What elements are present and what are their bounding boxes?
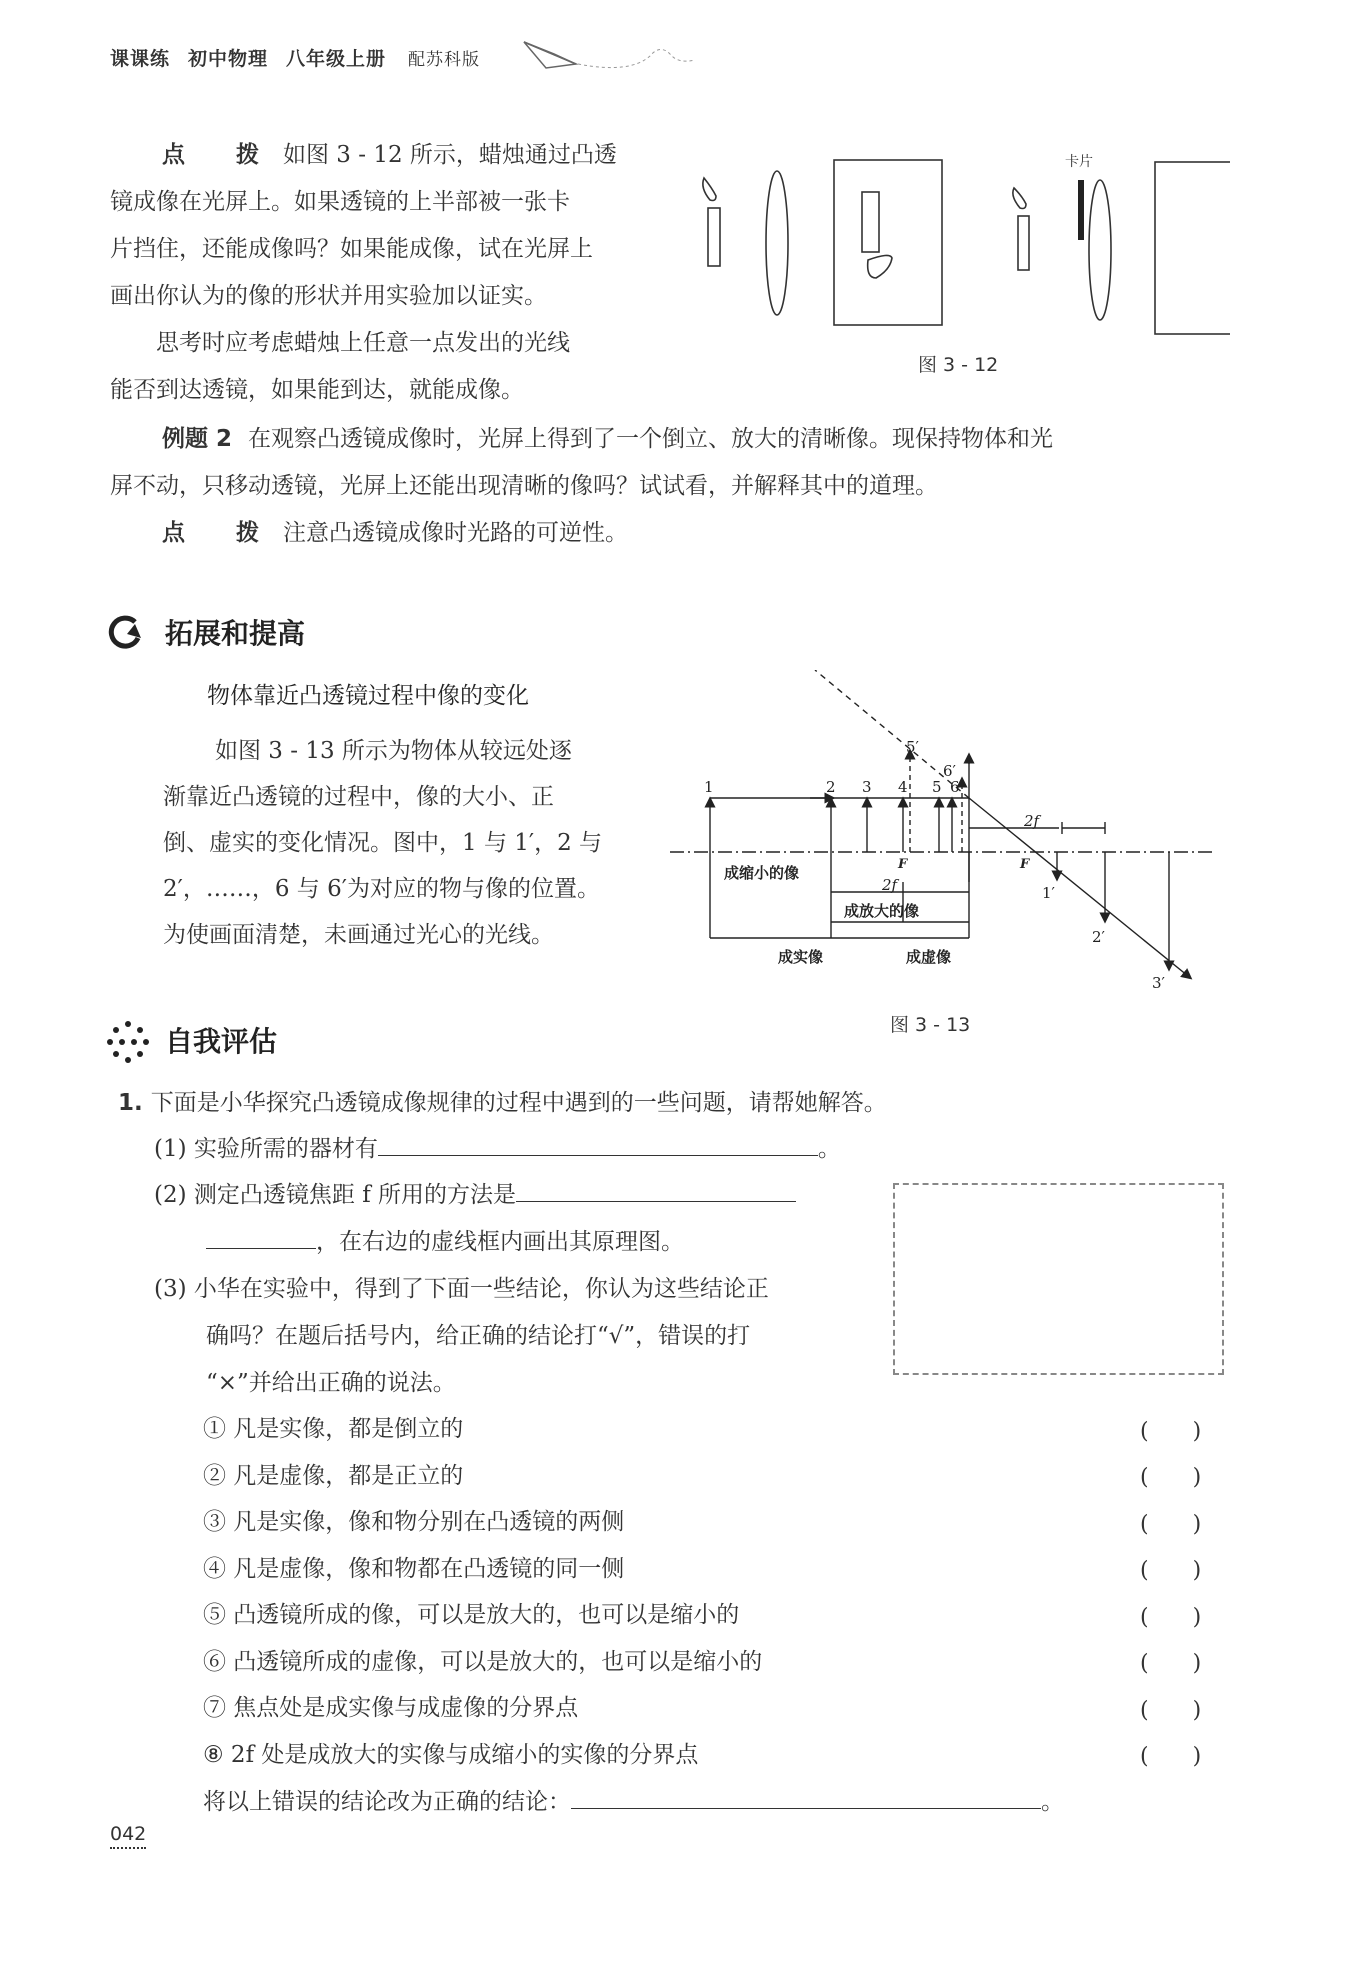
q1-part3-line: “×”并给出正确的说法。 <box>206 1370 456 1396</box>
tip1-line: 如图 3 - 12 所示，蜡烛通过凸透 <box>283 142 617 168</box>
inverted-candle-image <box>862 192 879 252</box>
tip1-block <box>110 132 690 414</box>
extend-text <box>163 728 663 958</box>
extend-line: 如图 3 - 13 所示为物体从较远处逐 <box>215 738 572 764</box>
q1-part2-text: ，在右边的虚线框内画出其原理图。 <box>316 1229 684 1255</box>
q1-part3-line: 确吗？在题后括号内，给正确的结论打“√”，错误的打 <box>206 1323 751 1349</box>
page-header <box>110 44 498 71</box>
section-title-extend: 拓展和提高 <box>165 617 306 650</box>
focus-label: F <box>1020 857 1030 872</box>
convex-lens <box>766 171 788 315</box>
q1-part1-text: (1) 实验所需的器材有 <box>154 1136 378 1162</box>
answer-blank[interactable] <box>378 1129 818 1156</box>
extend-subtitle: 物体靠近凸透镜过程中像的变化 <box>207 683 529 709</box>
answer-blank[interactable] <box>571 1782 1041 1809</box>
statement-item: ⑤ 凸透镜所成的像，可以是放大的，也可以是缩小的 <box>203 1602 740 1628</box>
refracted-ray <box>969 798 1188 976</box>
final-correction-end: 。 <box>1041 1789 1064 1815</box>
card <box>1078 180 1084 240</box>
object-label: 3 <box>862 778 872 796</box>
statement-item: ⑦ 焦点处是成实像与成虚像的分界点 <box>203 1695 579 1721</box>
dots-icon <box>106 1020 150 1064</box>
object-label: 1 <box>704 778 714 796</box>
two-f-label: 2f <box>882 876 898 894</box>
statement-list <box>203 1406 1103 1778</box>
object-label: 6 <box>950 778 960 796</box>
answer-blank[interactable] <box>516 1175 796 1202</box>
image-label: 6′ <box>943 762 956 780</box>
card-label: 卡片 <box>1065 154 1093 170</box>
book-series: 课课练 <box>110 48 171 70</box>
book-subject: 初中物理 <box>188 48 269 70</box>
refresh-arrow-icon <box>105 612 145 652</box>
two-f-label: 2f <box>1024 812 1040 830</box>
figure-3-12 <box>690 140 1230 340</box>
drawing-area-box[interactable] <box>893 1183 1224 1375</box>
virtual-label: 成虚像 <box>906 948 952 966</box>
enlarge-label: 成放大的像 <box>844 902 920 920</box>
q1-stem <box>118 1080 1238 1127</box>
image-label: 5′ <box>906 738 919 756</box>
statement-item: ② 凡是虚像，都是正立的 <box>203 1462 464 1489</box>
q1-part3-line: (3) 小华在实验中，得到了下面一些结论，你认为这些结论正 <box>154 1276 769 1302</box>
answer-parentheses[interactable]: ( ) <box>1140 1512 1202 1537</box>
candle-flame <box>1013 188 1026 209</box>
candle <box>1018 216 1029 270</box>
focus-label: F <box>898 857 908 872</box>
answer-parentheses[interactable]: ( ) <box>1140 1698 1202 1723</box>
object-label: 4 <box>898 778 908 796</box>
q1-part1 <box>154 1126 914 1173</box>
tip1-line: 画出你认为的像的形状并用实验加以证实。 <box>110 283 547 309</box>
extend-line: 为使画面清楚，未画通过光心的光线。 <box>163 922 554 948</box>
real-label: 成实像 <box>778 948 824 966</box>
object-label: 2 <box>826 778 836 796</box>
figure-3-13-caption: 图 3 - 13 <box>890 1014 971 1036</box>
tip1-line: 片挡住，还能成像吗？如果能成像，试在光屏上 <box>110 236 593 262</box>
image-label: 2′ <box>1092 928 1105 946</box>
object-label: 5 <box>932 778 942 796</box>
answer-parentheses[interactable]: ( ) <box>1140 1651 1202 1676</box>
extend-line: 渐靠近凸透镜的过程中，像的大小、正 <box>163 784 554 810</box>
section-title-self: 自我评估 <box>165 1025 278 1058</box>
tip1-line: 镜成像在光屏上。如果透镜的上半部被一张卡 <box>110 189 570 215</box>
example2-label: 例题 2 <box>162 426 233 452</box>
extend-line: 倒、虚实的变化情况。图中，1 与 1′，2 与 <box>163 830 603 856</box>
book-edition: 配苏科版 <box>408 50 481 70</box>
convex-lens <box>1089 180 1111 320</box>
q1-part1-end: 。 <box>817 1136 841 1162</box>
tip1-label: 点 拨 <box>162 142 273 168</box>
image-label: 3′ <box>1152 974 1165 992</box>
q1-part2 <box>154 1172 894 1266</box>
answer-parentheses[interactable]: ( ) <box>1140 1558 1202 1583</box>
answer-parentheses[interactable]: ( ) <box>1140 1605 1202 1630</box>
tip1-line: 能否到达透镜，如果能到达，就能成像。 <box>110 377 524 403</box>
figure-3-12-caption: 图 3 - 12 <box>918 354 999 376</box>
image-label: 1′ <box>1042 884 1055 902</box>
example2-line: 屏不动，只移动透镜，光屏上还能出现清晰的像吗？试试看，并解释其中的道理。 <box>110 473 938 499</box>
q1-number: 1. <box>118 1090 143 1116</box>
q1-stem-text: 下面是小华探究凸透镜成像规律的过程中遇到的一些问题，请帮她解答。 <box>150 1090 887 1116</box>
answer-blank[interactable] <box>206 1222 316 1249</box>
statement-item: ⑥ 凸透镜所成的虚像，可以是放大的，也可以是缩小的 <box>203 1648 763 1675</box>
light-screen <box>834 160 942 325</box>
answer-parentheses[interactable]: ( ) <box>1140 1419 1202 1444</box>
extend-line: 2′，……，6 与 6′为对应的物与像的位置。 <box>163 876 600 902</box>
inverted-flame-image <box>868 255 892 278</box>
q1-part3 <box>154 1266 894 1407</box>
example2-block <box>110 416 1240 557</box>
final-correction-text: 将以上错误的结论改为正确的结论： <box>203 1789 571 1815</box>
final-correction <box>203 1779 1203 1826</box>
answer-parentheses[interactable]: ( ) <box>1140 1744 1202 1769</box>
statement-item: ④ 凡是虚像，像和物都在凸透镜的同一侧 <box>203 1555 625 1582</box>
q1-part2-text: (2) 测定凸透镜焦距 f 所用的方法是 <box>154 1182 517 1208</box>
paper-plane-icon <box>520 34 700 80</box>
candle-flame <box>703 178 716 201</box>
tip2-label: 点 拨 <box>162 520 273 546</box>
book-grade: 八年级上册 <box>286 48 387 70</box>
shrink-label: 成缩小的像 <box>724 864 800 882</box>
statement-item: ③ 凡是实像，像和物分别在凸透镜的两侧 <box>203 1509 625 1535</box>
tip1-line: 思考时应考虑蜡烛上任意一点发出的光线 <box>110 330 570 356</box>
candle <box>708 208 720 266</box>
figure-3-13 <box>660 670 1230 1010</box>
light-screen <box>1155 162 1230 334</box>
statement-item: ⑧ 2f 处是成放大的实像与成缩小的实像的分界点 <box>203 1741 699 1768</box>
answer-parentheses[interactable]: ( ) <box>1140 1465 1202 1490</box>
statement-item: ① 凡是实像，都是倒立的 <box>203 1416 464 1442</box>
tip2-text: 注意凸透镜成像时光路的可逆性。 <box>283 520 628 546</box>
page-number: 042 <box>110 1823 146 1849</box>
example2-line: 在观察凸透镜成像时，光屏上得到了一个倒立、放大的清晰像。现保持物体和光 <box>248 426 1054 452</box>
